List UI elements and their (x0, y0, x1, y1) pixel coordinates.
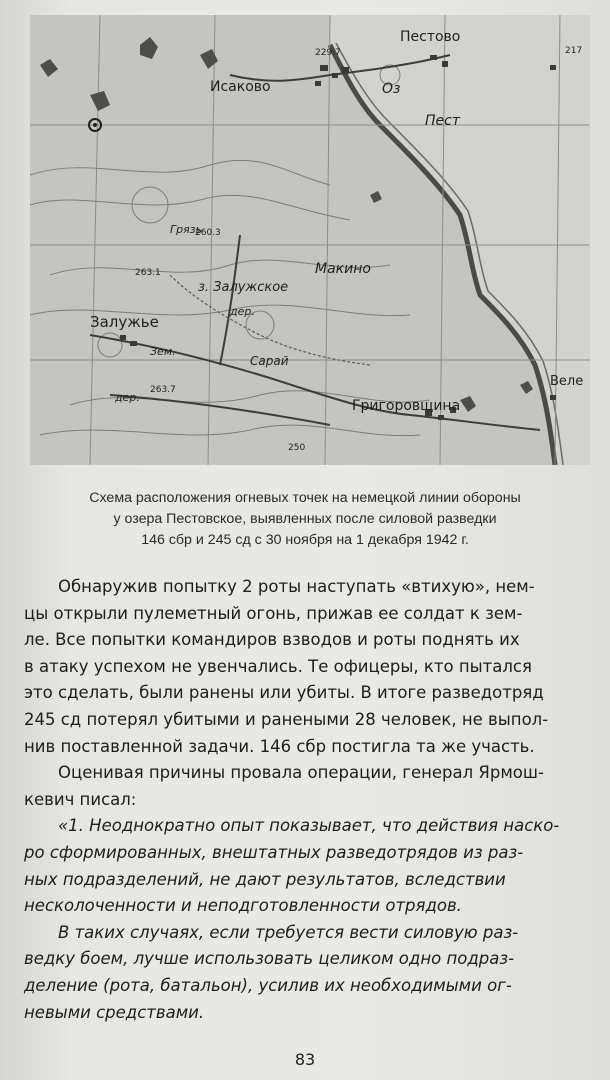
text-line: ведку боем, лучше использовать целиком одно подраз- (24, 949, 515, 969)
text-line: цы открыли пулеметный огонь, прижав ее солдат к зем- (24, 603, 523, 623)
text-line: «1. Неоднократно опыт показывает, что действия наско- (58, 816, 560, 836)
text-line: ле. Все попытки командиров взводов и роты поднять их (24, 630, 520, 650)
caption-line: Схема расположения огневых точек на немецкой линии обороны (89, 490, 521, 506)
text-line: это сделать, были ранены или убиты. В итоге разведотряд (24, 683, 544, 703)
map-elevation-4: 263.7 (150, 385, 176, 395)
text-line: нив поставленной задачи. 146 сбр постигла та же участь. (24, 736, 535, 756)
text-line: ных подразделений, не дают результатов, вследствии (24, 869, 506, 889)
map-label-gryaz: Грязь (170, 223, 203, 236)
map-elevation-3: 263.1 (135, 268, 161, 278)
map-label-isakovo: Исаково (210, 79, 271, 95)
map-elevation-6: 250 (288, 443, 306, 453)
map-label-der-1: дер. (230, 305, 255, 318)
map-label-pest: Пест (425, 113, 460, 129)
text-line: в атаку успехом не увенчались. Те офицеры, кто пытался (24, 656, 532, 676)
map-label-oz: Оз (382, 81, 401, 97)
quote-paragraph-1 (24, 813, 594, 919)
figure-caption (40, 488, 570, 551)
page-number: 83 (294, 1050, 316, 1069)
caption-line: у озера Пестовское, выявленных после силовой разведки (113, 511, 497, 527)
paragraph-1 (24, 574, 594, 760)
topographic-map (30, 15, 590, 465)
text-line: Обнаружив попытку 2 роты наступать «втихую», нем- (58, 577, 535, 596)
text-line: ро сформированных, внештатных разведотрядов из раз- (24, 842, 524, 862)
map-label-sarai: Сарай (250, 354, 289, 368)
text-line: несколоченности и неподготовленности отрядов. (24, 896, 462, 916)
map-label-vele: Веле (550, 374, 584, 389)
map-label-der-2: дер. (115, 391, 140, 404)
text-line: деление (рота, батальон), усилив их необходимыми ог- (24, 975, 512, 995)
quote-paragraph-2 (24, 920, 594, 1026)
map-label-makino: Макино (315, 261, 371, 277)
map-figure (30, 15, 590, 465)
text-line: кевич писал: (24, 789, 137, 809)
map-label-zaluzhskoe: з. Залужское (198, 280, 289, 295)
map-elevation-1: 229.7 (315, 48, 341, 58)
text-line: Оценивая причины провала операции, генерал Ярмош- (58, 763, 544, 783)
body-text (24, 574, 594, 1026)
map-label-zaluzhye: Залужье (90, 313, 159, 331)
map-elevation-2: 217 (565, 46, 583, 56)
map-elevation-5: 260.3 (195, 228, 221, 238)
map-label-zem: Зем. (150, 345, 176, 358)
paragraph-2 (24, 760, 594, 813)
text-line: невыми средствами. (24, 1002, 205, 1022)
text-line: В таких случаях, если требуется вести силовую раз- (58, 922, 519, 942)
text-line: 245 сд потерял убитыми и ранеными 28 человек, не выпол- (24, 709, 549, 729)
map-label-grigorovshchina: Григоровщина (352, 398, 461, 414)
map-label-pestovo: Пестово (400, 29, 461, 45)
caption-line: 146 сбр и 245 сд с 30 ноября на 1 декабря 1942 г. (141, 532, 469, 548)
